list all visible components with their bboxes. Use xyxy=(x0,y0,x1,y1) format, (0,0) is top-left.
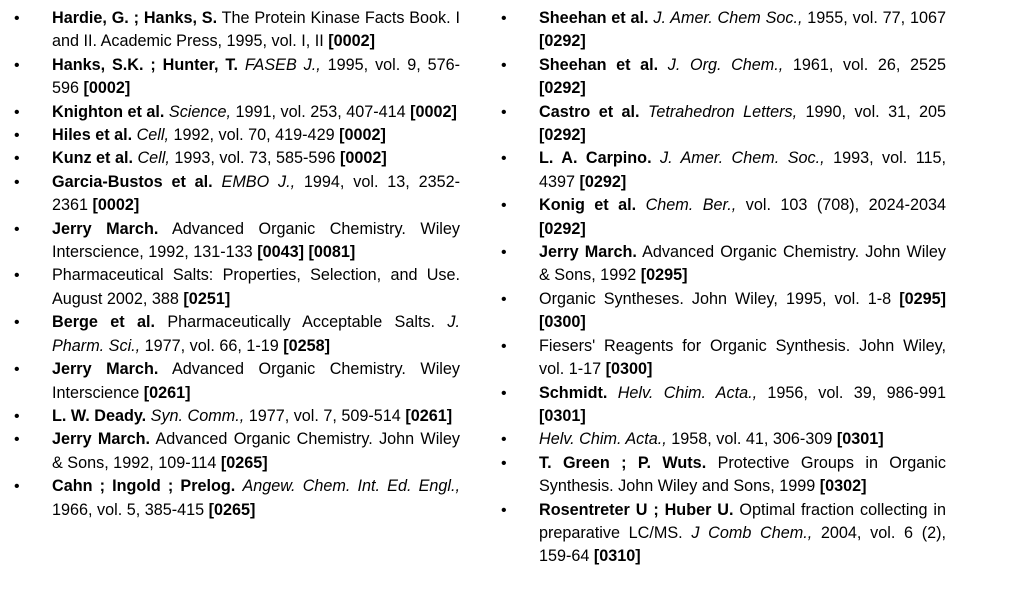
reference-paragraphs: [0002] xyxy=(339,149,387,168)
bullet-icon: • xyxy=(501,337,507,355)
reference-entry xyxy=(14,475,460,522)
reference-entry xyxy=(501,428,946,451)
reference-paragraphs: [0292] xyxy=(539,126,586,145)
reference-paragraphs: [0002] xyxy=(328,32,376,51)
reference-title: The Protein Kinase Facts Book. I and II. Academic Press, 1995, vol. I, II xyxy=(52,9,460,51)
reference-author: Cahn ; Ingold ; Prelog. xyxy=(52,477,236,496)
reference-title: Organic Syntheses. John Wiley, 1995, vol. 1-8 xyxy=(539,289,892,308)
reference-author: L. W. Deady. xyxy=(52,406,147,425)
bullet-icon: • xyxy=(14,267,20,285)
reference-journal: J Comb Chem., xyxy=(691,523,813,542)
reference-paragraphs: [0301] xyxy=(539,406,586,425)
reference-journal: J. Amer. Chem Soc., xyxy=(653,9,803,27)
reference-journal: Tetrahedron Letters, xyxy=(647,102,798,121)
bullet-icon: • xyxy=(501,56,507,74)
reference-journal: Helv. Chim. Acta., xyxy=(539,430,667,449)
reference-author: Knighton et al. xyxy=(52,102,165,121)
reference-paragraphs: [0265] xyxy=(220,453,268,472)
bullet-icon: • xyxy=(14,173,20,191)
reference-journal: J. Pharm. Sci., xyxy=(52,313,461,355)
bullet-icon: • xyxy=(501,197,507,215)
reference-paragraphs: [0258] xyxy=(283,336,331,355)
reference-details: 1990, vol. 31, 205 xyxy=(805,102,947,121)
reference-author: Hiles et al. xyxy=(52,126,133,145)
reference-journal: J. Amer. Chem. Soc., xyxy=(660,149,825,168)
reference-author: Jerry March. xyxy=(52,219,159,238)
reference-author: Schmidt. xyxy=(539,383,608,402)
bullet-icon: • xyxy=(14,220,20,238)
reference-entry xyxy=(14,147,460,170)
reference-title: Advanced Organic Chemistry. John Wiley & Sons, 1992 xyxy=(539,243,947,285)
reference-author: Jerry March. xyxy=(52,430,151,449)
reference-author: Konig et al. xyxy=(539,196,637,215)
bullet-icon: • xyxy=(14,127,20,145)
reference-paragraphs: [0292] xyxy=(539,79,586,98)
reference-paragraphs: [0292] xyxy=(539,219,586,238)
reference-paragraphs: [0002] xyxy=(83,79,131,98)
reference-entry xyxy=(501,194,946,241)
reference-details: 1993, vol. 73, 585-596 xyxy=(174,149,336,168)
reference-journal: Cell, xyxy=(136,126,169,145)
reference-paragraphs: [0261] xyxy=(143,383,191,402)
reference-entry xyxy=(501,241,946,288)
reference-title: Protective Groups in Organic Synthesis. John Wiley and Sons, 1999 xyxy=(539,453,946,496)
reference-details: 1956, vol. 39, 986-991 xyxy=(767,383,946,402)
reference-author: Castro et al. xyxy=(539,102,640,121)
reference-paragraphs: [0043] [0081] xyxy=(257,243,356,262)
reference-paragraphs: [0301] xyxy=(836,430,884,449)
bullet-icon: • xyxy=(501,454,507,472)
bullet-icon: • xyxy=(501,244,507,262)
bullet-icon: • xyxy=(14,150,20,168)
reference-journal: Cell, xyxy=(137,149,170,168)
reference-title: Optimal fraction collecting in preparative LC/MS. xyxy=(539,500,947,542)
reference-entry xyxy=(501,499,946,569)
reference-details: 1977, vol. 66, 1-19 xyxy=(144,336,279,355)
reference-paragraphs: [0302] xyxy=(819,477,867,496)
reference-details: 1955, vol. 77, 1067 xyxy=(807,9,946,27)
reference-title: Pharmaceutically Acceptable Salts. xyxy=(167,313,436,332)
reference-details: 2004, vol. 6 (2), 159-64 xyxy=(539,523,947,566)
reference-paragraphs: [0310] xyxy=(593,547,641,566)
reference-details: 1995, vol. 9, 576-596 xyxy=(52,55,460,98)
bullet-icon: • xyxy=(14,478,20,496)
reference-entry xyxy=(14,54,460,101)
reference-entry xyxy=(14,171,460,218)
reference-entry xyxy=(501,288,946,335)
reference-details: 1992, vol. 70, 419-429 xyxy=(173,126,335,145)
reference-entry xyxy=(501,382,946,429)
reference-entry xyxy=(14,311,460,358)
bullet-icon: • xyxy=(14,10,20,27)
reference-details: 1993, vol. 115, 4397 xyxy=(539,149,947,191)
reference-entry xyxy=(14,218,460,265)
reference-entry xyxy=(501,452,946,499)
reference-title: Advanced Organic Chemistry. Wiley Interscience, 1992, 131-133 xyxy=(52,219,461,262)
bullet-icon: • xyxy=(14,103,20,121)
reference-author: Garcia-Bustos et al. xyxy=(52,172,213,191)
bullet-icon: • xyxy=(14,407,20,425)
reference-title: Advanced Organic Chemistry. Wiley Interscience xyxy=(52,360,461,402)
reference-title: Fiesers' Reagents for Organic Synthesis. John Wiley, vol. 1-17 xyxy=(539,336,946,379)
reference-title: Pharmaceutical Salts: Properties, Selection, and Use. August 2002, 388 xyxy=(52,266,460,308)
reference-journal: Syn. Comm., xyxy=(150,406,245,425)
reference-journal: Science, xyxy=(168,102,231,121)
reference-author: Sheehan et al. xyxy=(539,55,659,74)
reference-title: Advanced Organic Chemistry. John Wiley & Sons, 1992, 109-114 xyxy=(52,430,461,472)
reference-entry xyxy=(501,101,946,148)
bullet-icon: • xyxy=(501,384,507,402)
reference-details: vol. 103 (708), 2024-2034 xyxy=(745,196,947,215)
bullet-icon: • xyxy=(501,10,507,27)
bullet-icon: • xyxy=(14,361,20,379)
reference-author: Jerry March. xyxy=(52,360,159,379)
reference-author: L. A. Carpino. xyxy=(539,149,652,168)
reference-entry xyxy=(14,405,460,428)
bullet-icon: • xyxy=(14,56,20,74)
reference-author: Jerry March. xyxy=(539,243,637,262)
reference-paragraphs: [0295] [0300] xyxy=(539,289,947,332)
reference-entry xyxy=(14,101,460,124)
reference-entry xyxy=(14,428,460,475)
bullet-icon: • xyxy=(14,431,20,449)
reference-paragraphs: [0292] xyxy=(539,32,586,51)
reference-column-left xyxy=(14,7,460,522)
reference-entry xyxy=(501,335,946,382)
reference-details: 1991, vol. 253, 407-414 xyxy=(235,102,406,121)
reference-entry xyxy=(14,124,460,147)
reference-paragraphs: [0295] xyxy=(640,266,688,285)
bullet-icon: • xyxy=(501,150,507,168)
reference-details: 1961, vol. 26, 2525 xyxy=(792,55,947,74)
reference-entry xyxy=(14,358,460,405)
reference-paragraphs: [0002] xyxy=(92,196,140,215)
reference-entry xyxy=(501,54,946,101)
reference-paragraphs: [0300] xyxy=(605,360,653,379)
reference-details: 1958, vol. 41, 306-309 xyxy=(671,430,833,449)
reference-journal: FASEB J., xyxy=(244,55,321,74)
reference-column-right xyxy=(501,7,946,569)
reference-details: 1994, vol. 13, 2352-2361 xyxy=(52,172,460,215)
reference-paragraphs: [0261] xyxy=(405,406,453,425)
bullet-icon: • xyxy=(501,501,507,519)
reference-entry xyxy=(501,147,946,194)
reference-paragraphs: [0292] xyxy=(579,172,627,191)
reference-author: Hanks, S.K. ; Hunter, T. xyxy=(52,55,238,74)
reference-entry xyxy=(14,264,460,311)
reference-paragraphs: [0251] xyxy=(183,289,231,308)
reference-details: 1977, vol. 7, 509-514 xyxy=(248,406,401,425)
reference-paragraphs: [0002] xyxy=(339,126,386,145)
reference-journal: J. Org. Chem., xyxy=(667,55,784,74)
reference-entry xyxy=(501,7,946,54)
reference-author: Kunz et al. xyxy=(52,149,133,168)
reference-author: Rosentreter U ; Huber U. xyxy=(539,500,734,519)
reference-paragraphs: [0265] xyxy=(208,500,256,519)
bullet-icon: • xyxy=(501,290,507,308)
reference-journal: Chem. Ber., xyxy=(645,196,737,215)
reference-author: Hardie, G. ; Hanks, S. xyxy=(52,9,218,27)
reference-journal: EMBO J., xyxy=(221,172,296,191)
reference-author: Berge et al. xyxy=(52,313,155,332)
bullet-icon: • xyxy=(501,431,507,449)
bullet-icon: • xyxy=(14,314,20,332)
reference-entry xyxy=(14,7,460,54)
bullet-icon: • xyxy=(501,103,507,121)
reference-paragraphs: [0002] xyxy=(410,102,457,121)
reference-journal: Angew. Chem. Int. Ed. Engl., xyxy=(242,477,461,496)
reference-author: Sheehan et al. xyxy=(539,9,649,27)
reference-author: T. Green ; P. Wuts. xyxy=(539,453,707,472)
reference-journal: Helv. Chim. Acta., xyxy=(617,383,758,402)
reference-details: 1966, vol. 5, 385-415 xyxy=(52,500,205,519)
